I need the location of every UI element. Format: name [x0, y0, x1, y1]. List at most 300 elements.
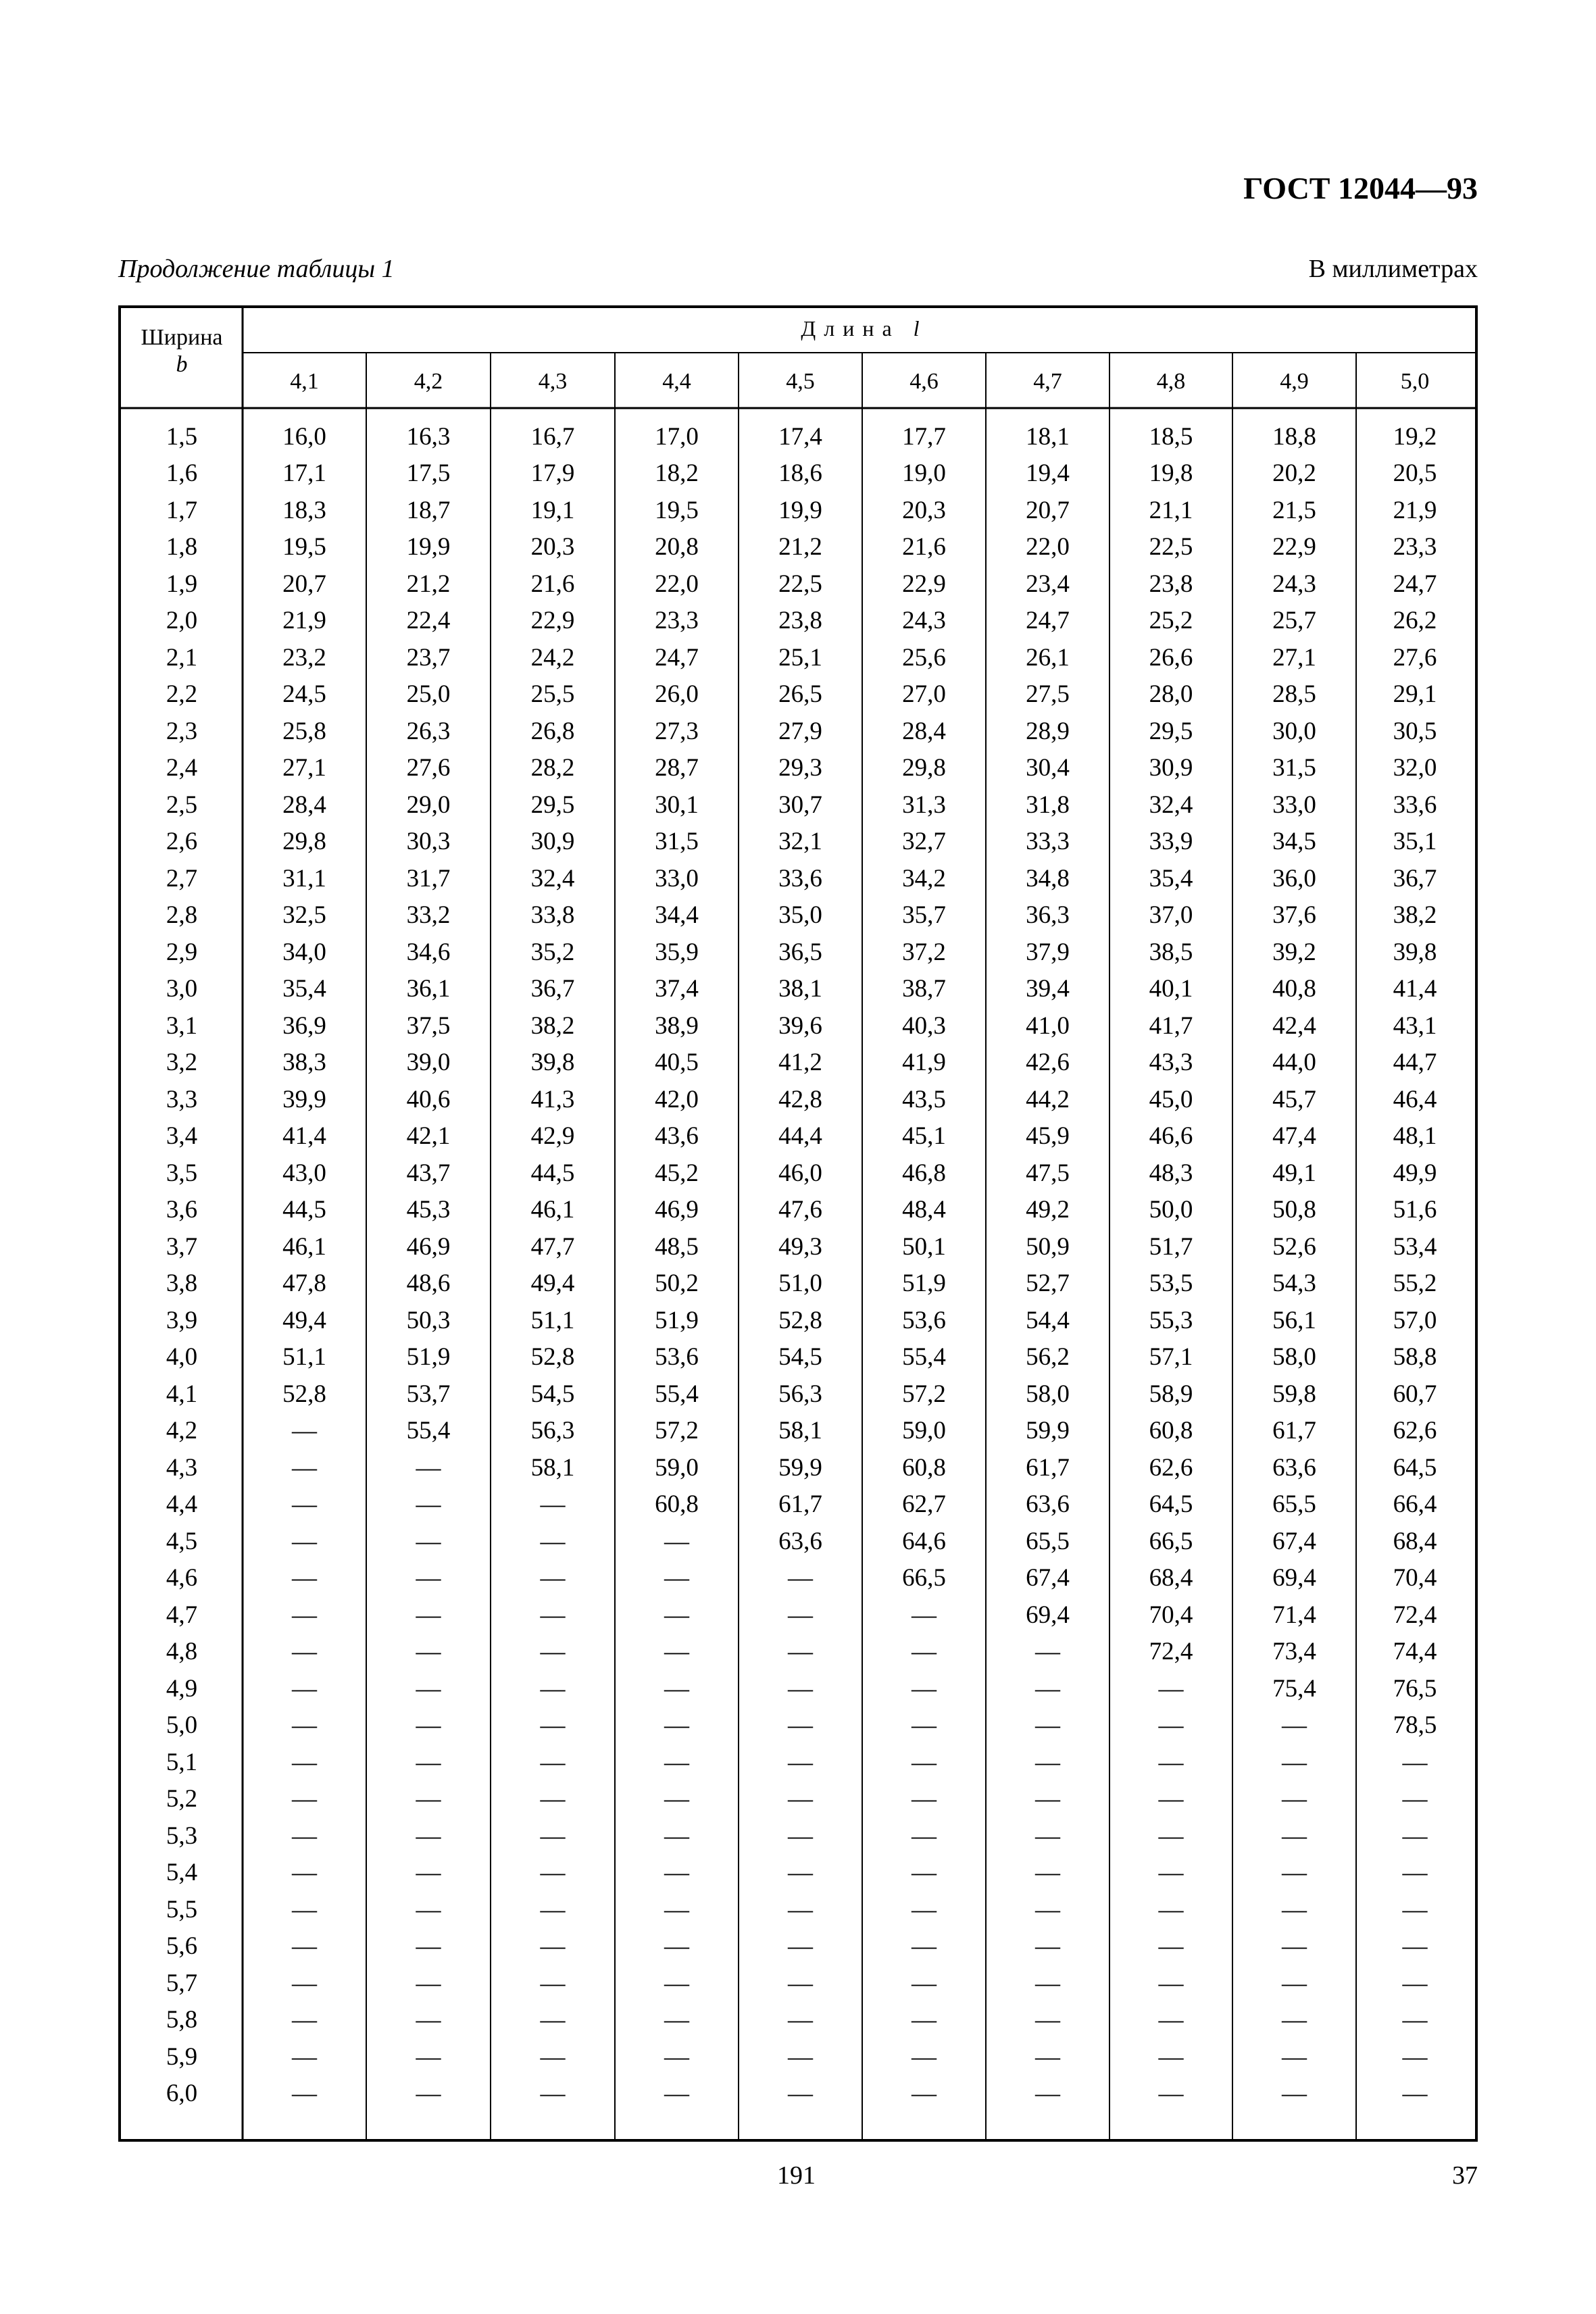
table-cell: 19,5 — [282, 533, 326, 561]
table-cell: 29,3 — [778, 754, 822, 782]
length-column-header: 4,5 — [786, 369, 815, 394]
width-value-cell: 2,8 — [166, 901, 198, 930]
table-cell: 52,7 — [1026, 1269, 1070, 1298]
width-value-cell: 5,1 — [166, 1748, 198, 1776]
table-cell: — — [1035, 1969, 1060, 1997]
page-number: 37 — [1452, 2161, 1478, 2190]
table-cell: — — [1158, 1748, 1184, 1776]
table-row — [121, 2076, 1478, 2113]
table-cell: 50,1 — [902, 1232, 946, 1261]
table-cell: 62,6 — [1393, 1417, 1437, 1445]
table-row — [121, 1302, 1478, 1339]
table-cell: 20,3 — [902, 496, 946, 524]
width-value-cell: 4,9 — [166, 1674, 198, 1703]
table-cell: 33,2 — [406, 901, 451, 930]
table-cell: 74,4 — [1393, 1638, 1437, 1666]
table-cell: 26,1 — [1026, 643, 1070, 672]
table-cell: — — [664, 1859, 689, 1887]
table-cell: 46,4 — [1393, 1085, 1437, 1113]
table-cell: 34,5 — [1272, 828, 1316, 856]
table-cell: 34,0 — [282, 938, 326, 966]
table-cell: 44,0 — [1272, 1049, 1316, 1077]
table-cell: 50,0 — [1149, 1196, 1193, 1224]
table-cell: 18,7 — [406, 496, 451, 524]
table-cell: 26,8 — [530, 717, 575, 745]
table-cell: 26,5 — [778, 680, 822, 709]
table-cell: 64,5 — [1149, 1490, 1193, 1519]
table-cell: 24,7 — [655, 643, 699, 672]
table-cell: — — [540, 1490, 566, 1519]
table-cell: 49,3 — [778, 1232, 822, 1261]
table-cell: — — [1035, 1895, 1060, 1923]
table-row — [121, 1891, 1478, 1928]
table-cell: 46,9 — [406, 1232, 451, 1261]
table-cell: 16,0 — [282, 422, 326, 451]
table-cell: 52,8 — [530, 1343, 575, 1372]
table-cell: 28,5 — [1272, 680, 1316, 709]
table-row — [121, 1523, 1478, 1560]
width-value-cell: 2,2 — [166, 680, 198, 709]
table-cell: 48,4 — [902, 1196, 946, 1224]
table-cell: 58,1 — [530, 1453, 575, 1482]
table-row — [121, 1817, 1478, 1855]
table-cell: — — [664, 1785, 689, 1813]
table-cell: — — [540, 1638, 566, 1666]
table-cell: 42,0 — [655, 1085, 699, 1113]
table-cell: — — [292, 2042, 317, 2071]
table-cell: — — [912, 1638, 937, 1666]
table-cell: 33,0 — [1272, 790, 1316, 819]
table-body — [121, 418, 1478, 2112]
table-cell: 47,7 — [530, 1232, 575, 1261]
table-cell: 19,9 — [778, 496, 822, 524]
table-cell: — — [788, 1711, 813, 1740]
width-value-cell: 4,6 — [166, 1564, 198, 1592]
table-cell: — — [416, 1453, 441, 1482]
table-cell: 69,4 — [1272, 1564, 1316, 1592]
table-cell: — — [416, 1821, 441, 1850]
table-cell: 25,7 — [1272, 607, 1316, 635]
table-row — [121, 1192, 1478, 1229]
table-cell: 22,9 — [902, 570, 946, 598]
table-cell: 41,2 — [778, 1049, 822, 1077]
table-cell: 62,6 — [1149, 1453, 1193, 1482]
table-cell: 23,8 — [778, 607, 822, 635]
width-value-cell: 4,1 — [166, 1380, 198, 1408]
table-cell: — — [788, 1564, 813, 1592]
table-cell: 19,4 — [1026, 459, 1070, 488]
table-cell: 43,3 — [1149, 1049, 1193, 1077]
table-cell: — — [1402, 1748, 1428, 1776]
width-value-cell: 6,0 — [166, 2080, 198, 2108]
table-cell: 25,0 — [406, 680, 451, 709]
table-cell: 20,5 — [1393, 459, 1437, 488]
table-cell: — — [1158, 1711, 1184, 1740]
table-cell: 54,5 — [778, 1343, 822, 1372]
table-cell: — — [540, 1674, 566, 1703]
table-cell: 53,6 — [902, 1306, 946, 1334]
table-cell: — — [1282, 1748, 1307, 1776]
table-cell: 23,3 — [1393, 533, 1437, 561]
table-cell: 50,9 — [1026, 1232, 1070, 1261]
table-cell: 34,8 — [1026, 864, 1070, 892]
table-cell: — — [912, 1674, 937, 1703]
table-cell: 44,2 — [1026, 1085, 1070, 1113]
width-value-cell: 3,4 — [166, 1122, 198, 1151]
table-cell: — — [1402, 2080, 1428, 2108]
table-cell: — — [1035, 1748, 1060, 1776]
table-cell: 53,4 — [1393, 1232, 1437, 1261]
width-symbol: b — [176, 352, 188, 377]
table-cell: 33,6 — [778, 864, 822, 892]
table-cell: 43,7 — [406, 1159, 451, 1187]
width-value-cell: 2,5 — [166, 790, 198, 819]
width-value-cell: 3,0 — [166, 975, 198, 1003]
table-cell: — — [788, 1821, 813, 1850]
length-column-header: 4,4 — [662, 369, 691, 394]
table-row — [121, 750, 1478, 787]
table-cell: 17,4 — [778, 422, 822, 451]
table-cell: 51,9 — [406, 1343, 451, 1372]
table-cell: 20,2 — [1272, 459, 1316, 488]
table-cell: — — [540, 1969, 566, 1997]
table-cell: 61,7 — [778, 1490, 822, 1519]
width-value-cell: 5,5 — [166, 1895, 198, 1923]
table-cell: 56,3 — [778, 1380, 822, 1408]
table-cell: — — [1035, 1638, 1060, 1666]
width-value-cell: 5,0 — [166, 1711, 198, 1740]
table-cell: 50,3 — [406, 1306, 451, 1334]
table-cell: 57,0 — [1393, 1306, 1437, 1334]
table-cell: — — [416, 1711, 441, 1740]
table-cell: 21,9 — [1393, 496, 1437, 524]
table-cell: — — [912, 1932, 937, 1961]
table-cell: 22,9 — [1272, 533, 1316, 561]
table-cell: 67,4 — [1026, 1564, 1070, 1592]
table-cell: 43,1 — [1393, 1011, 1437, 1040]
table-cell: — — [912, 1859, 937, 1887]
table-cell: 47,8 — [282, 1269, 326, 1298]
table-cell: 39,4 — [1026, 975, 1070, 1003]
table-cell: 22,9 — [530, 607, 575, 635]
table-cell: 65,5 — [1272, 1490, 1316, 1519]
width-value-cell: 1,9 — [166, 570, 198, 598]
width-value-cell: 3,1 — [166, 1011, 198, 1040]
table-cell: — — [788, 1932, 813, 1961]
table-cell: — — [292, 2006, 317, 2034]
table-cell: 46,1 — [282, 1232, 326, 1261]
table-cell: — — [664, 1564, 689, 1592]
table-cell: 27,1 — [1272, 643, 1316, 672]
table-cell: 18,6 — [778, 459, 822, 488]
table-cell: 45,0 — [1149, 1085, 1193, 1113]
table-cell: 27,6 — [1393, 643, 1437, 672]
standard-designation: ГОСТ 12044—93 — [1243, 171, 1478, 205]
table-cell: 54,4 — [1026, 1306, 1070, 1334]
table-cell: 29,5 — [530, 790, 575, 819]
table-row — [121, 713, 1478, 750]
width-value-cell: 2,0 — [166, 607, 198, 635]
table-cell: 25,5 — [530, 680, 575, 709]
table-cell: — — [540, 1564, 566, 1592]
length-header-label: Длина — [801, 316, 900, 341]
table-cell: 40,5 — [655, 1049, 699, 1077]
table-cell: — — [292, 1969, 317, 1997]
length-column-header: 4,7 — [1033, 369, 1062, 394]
table-cell: — — [788, 1638, 813, 1666]
table-cell: 32,4 — [1149, 790, 1193, 819]
table-cell: 17,9 — [530, 459, 575, 488]
table-cell: — — [416, 1969, 441, 1997]
width-value-cell: 2,7 — [166, 864, 198, 892]
table-cell: 33,3 — [1026, 828, 1070, 856]
table-cell: 28,9 — [1026, 717, 1070, 745]
table-cell: 64,5 — [1393, 1453, 1437, 1482]
table-cell: — — [1158, 1674, 1184, 1703]
table-cell: 38,7 — [902, 975, 946, 1003]
table-cell: 32,4 — [530, 864, 575, 892]
table-cell: 20,7 — [282, 570, 326, 598]
table-cell: 26,6 — [1149, 643, 1193, 672]
table-cell: 36,7 — [1393, 864, 1437, 892]
table-cell: 17,1 — [282, 459, 326, 488]
width-value-cell: 3,9 — [166, 1306, 198, 1334]
width-value-cell: 5,3 — [166, 1821, 198, 1850]
width-value-cell: 3,5 — [166, 1159, 198, 1187]
table-cell: — — [788, 2042, 813, 2071]
table-cell: — — [540, 1932, 566, 1961]
width-value-cell: 1,8 — [166, 533, 198, 561]
table-row — [121, 1449, 1478, 1486]
table-cell: 25,8 — [282, 717, 326, 745]
table-row — [121, 897, 1478, 934]
table-cell: 24,5 — [282, 680, 326, 709]
table-cell: — — [416, 1748, 441, 1776]
table-cell: 59,8 — [1272, 1380, 1316, 1408]
table-cell: 16,3 — [406, 422, 451, 451]
table-cell: 28,2 — [530, 754, 575, 782]
table-cell: 61,7 — [1026, 1453, 1070, 1482]
table-cell: 37,9 — [1026, 938, 1070, 966]
table-row — [121, 786, 1478, 824]
table-cell: 66,5 — [1149, 1527, 1193, 1555]
width-column-header — [121, 324, 243, 378]
table-cell: — — [292, 1601, 317, 1629]
table-cell: 19,2 — [1393, 422, 1437, 451]
table-cell: 46,0 — [778, 1159, 822, 1187]
table-cell: 37,2 — [902, 938, 946, 966]
table-cell: 37,4 — [655, 975, 699, 1003]
table-cell: — — [540, 1895, 566, 1923]
table-row — [121, 1007, 1478, 1045]
table-cell: 47,4 — [1272, 1122, 1316, 1151]
table-cell: 39,0 — [406, 1049, 451, 1077]
table-row — [121, 492, 1478, 529]
table-cell: 29,0 — [406, 790, 451, 819]
table-cell: — — [416, 1638, 441, 1666]
table-cell: — — [912, 2006, 937, 2034]
table-cell: 42,1 — [406, 1122, 451, 1151]
table-cell: — — [292, 2080, 317, 2108]
table-cell: 37,6 — [1272, 901, 1316, 930]
table-cell: 25,1 — [778, 643, 822, 672]
table-cell: 20,7 — [1026, 496, 1070, 524]
table-cell: 55,4 — [406, 1417, 451, 1445]
length-column-header: 4,6 — [909, 369, 939, 394]
table-cell: 50,2 — [655, 1269, 699, 1298]
table-cell: — — [1035, 2006, 1060, 2034]
table-cell: 46,1 — [530, 1196, 575, 1224]
table-cell: 42,4 — [1272, 1011, 1316, 1040]
table-cell: 70,4 — [1149, 1601, 1193, 1629]
table-cell: 35,2 — [530, 938, 575, 966]
length-column-header: 4,3 — [538, 369, 568, 394]
table-cell: — — [540, 2080, 566, 2108]
table-cell: — — [788, 2080, 813, 2108]
table-cell: 27,9 — [778, 717, 822, 745]
table-cell: — — [540, 1711, 566, 1740]
table-row — [121, 455, 1478, 493]
table-cell: 59,0 — [902, 1417, 946, 1445]
table-cell: — — [416, 2006, 441, 2034]
width-value-cell: 3,7 — [166, 1232, 198, 1261]
width-value-cell: 4,0 — [166, 1343, 198, 1372]
table-cell: 32,7 — [902, 828, 946, 856]
table-cell: — — [416, 1490, 441, 1519]
table-cell: 56,3 — [530, 1417, 575, 1445]
table-row — [121, 1634, 1478, 1671]
table-cell: 36,3 — [1026, 901, 1070, 930]
width-value-cell: 2,4 — [166, 754, 198, 782]
length-column-header: 4,2 — [414, 369, 443, 394]
table-row — [121, 639, 1478, 676]
table-cell: — — [292, 1638, 317, 1666]
table-cell: 30,9 — [1149, 754, 1193, 782]
table-cell: — — [292, 1785, 317, 1813]
width-value-cell: 2,6 — [166, 828, 198, 856]
table-row — [121, 1081, 1478, 1118]
table-cell: — — [1035, 1785, 1060, 1813]
table-cell: 31,5 — [655, 828, 699, 856]
table-cell: — — [664, 1527, 689, 1555]
width-value-cell: 1,6 — [166, 459, 198, 488]
length-group-header — [243, 316, 1478, 341]
table-cell: — — [416, 1859, 441, 1887]
table-cell: 56,2 — [1026, 1343, 1070, 1372]
table-cell: 59,0 — [655, 1453, 699, 1482]
table-cell: — — [292, 1527, 317, 1555]
table-cell: 34,6 — [406, 938, 451, 966]
table-cell: 51,0 — [778, 1269, 822, 1298]
table-cell: 29,8 — [282, 828, 326, 856]
table-cell: — — [292, 1564, 317, 1592]
table-cell: 23,8 — [1149, 570, 1193, 598]
table-cell: — — [664, 2006, 689, 2034]
table-cell: 55,4 — [655, 1380, 699, 1408]
table-cell: 41,4 — [1393, 975, 1437, 1003]
table-row — [121, 1707, 1478, 1744]
table-row — [121, 1596, 1478, 1634]
table-cell: 18,8 — [1272, 422, 1316, 451]
table-cell: 27,0 — [902, 680, 946, 709]
table-cell: 46,6 — [1149, 1122, 1193, 1151]
table-cell: 17,0 — [655, 422, 699, 451]
table-cell: — — [292, 1859, 317, 1887]
table-row — [121, 2038, 1478, 2076]
table-cell: — — [788, 1969, 813, 1997]
table-cell: — — [664, 1748, 689, 1776]
table-cell: 27,1 — [282, 754, 326, 782]
width-header-label: Ширина — [141, 325, 223, 350]
table-cell: 35,1 — [1393, 828, 1437, 856]
table-cell: 48,6 — [406, 1269, 451, 1298]
table-cell: — — [664, 1638, 689, 1666]
table-cell: 33,0 — [655, 864, 699, 892]
length-column-headers — [243, 355, 1474, 408]
table-cell: 37,0 — [1149, 901, 1193, 930]
units-note: В миллиметрах — [1308, 255, 1478, 283]
table-cell: 28,7 — [655, 754, 699, 782]
table-cell: 21,6 — [902, 533, 946, 561]
table-cell: 19,0 — [902, 459, 946, 488]
width-value-cell: 4,4 — [166, 1490, 198, 1519]
table-cell: 26,2 — [1393, 607, 1437, 635]
table-cell: 45,2 — [655, 1159, 699, 1187]
table-row — [121, 565, 1478, 603]
table-cell: — — [912, 1748, 937, 1776]
table-cell: 24,7 — [1393, 570, 1437, 598]
table-cell: 45,1 — [902, 1122, 946, 1151]
table-cell: 50,8 — [1272, 1196, 1316, 1224]
table-cell: 70,4 — [1393, 1564, 1437, 1592]
table-cell: 19,8 — [1149, 459, 1193, 488]
table-cell: — — [1158, 2006, 1184, 2034]
table-cell: 25,2 — [1149, 607, 1193, 635]
table-cell: — — [540, 2006, 566, 2034]
table-cell: 54,5 — [530, 1380, 575, 1408]
table-cell: 40,6 — [406, 1085, 451, 1113]
table-cell: — — [664, 1821, 689, 1850]
table-cell: 41,0 — [1026, 1011, 1070, 1040]
table-cell: 27,5 — [1026, 680, 1070, 709]
table-row — [121, 1928, 1478, 1965]
table-cell: 28,4 — [282, 790, 326, 819]
table-cell: 57,2 — [902, 1380, 946, 1408]
table-cell: 38,2 — [1393, 901, 1437, 930]
table-cell: 21,6 — [530, 570, 575, 598]
table-cell: 43,5 — [902, 1085, 946, 1113]
table-cell: 39,6 — [778, 1011, 822, 1040]
table-cell: 39,2 — [1272, 938, 1316, 966]
table-cell: 20,3 — [530, 533, 575, 561]
table-cell: 40,1 — [1149, 975, 1193, 1003]
table-cell: 23,2 — [282, 643, 326, 672]
table-cell: 30,3 — [406, 828, 451, 856]
table-cell: — — [664, 2080, 689, 2108]
width-value-cell: 4,7 — [166, 1601, 198, 1629]
table-cell: 49,4 — [530, 1269, 575, 1298]
table-cell: — — [292, 1490, 317, 1519]
table-cell: 43,0 — [282, 1159, 326, 1187]
table-cell: 49,2 — [1026, 1196, 1070, 1224]
table-cell: 59,9 — [1026, 1417, 1070, 1445]
table-cell: — — [292, 1453, 317, 1482]
table-cell: 37,5 — [406, 1011, 451, 1040]
table-row — [121, 824, 1478, 861]
table-cell: 40,8 — [1272, 975, 1316, 1003]
width-value-cell: 5,7 — [166, 1969, 198, 1997]
table-cell: — — [292, 1711, 317, 1740]
